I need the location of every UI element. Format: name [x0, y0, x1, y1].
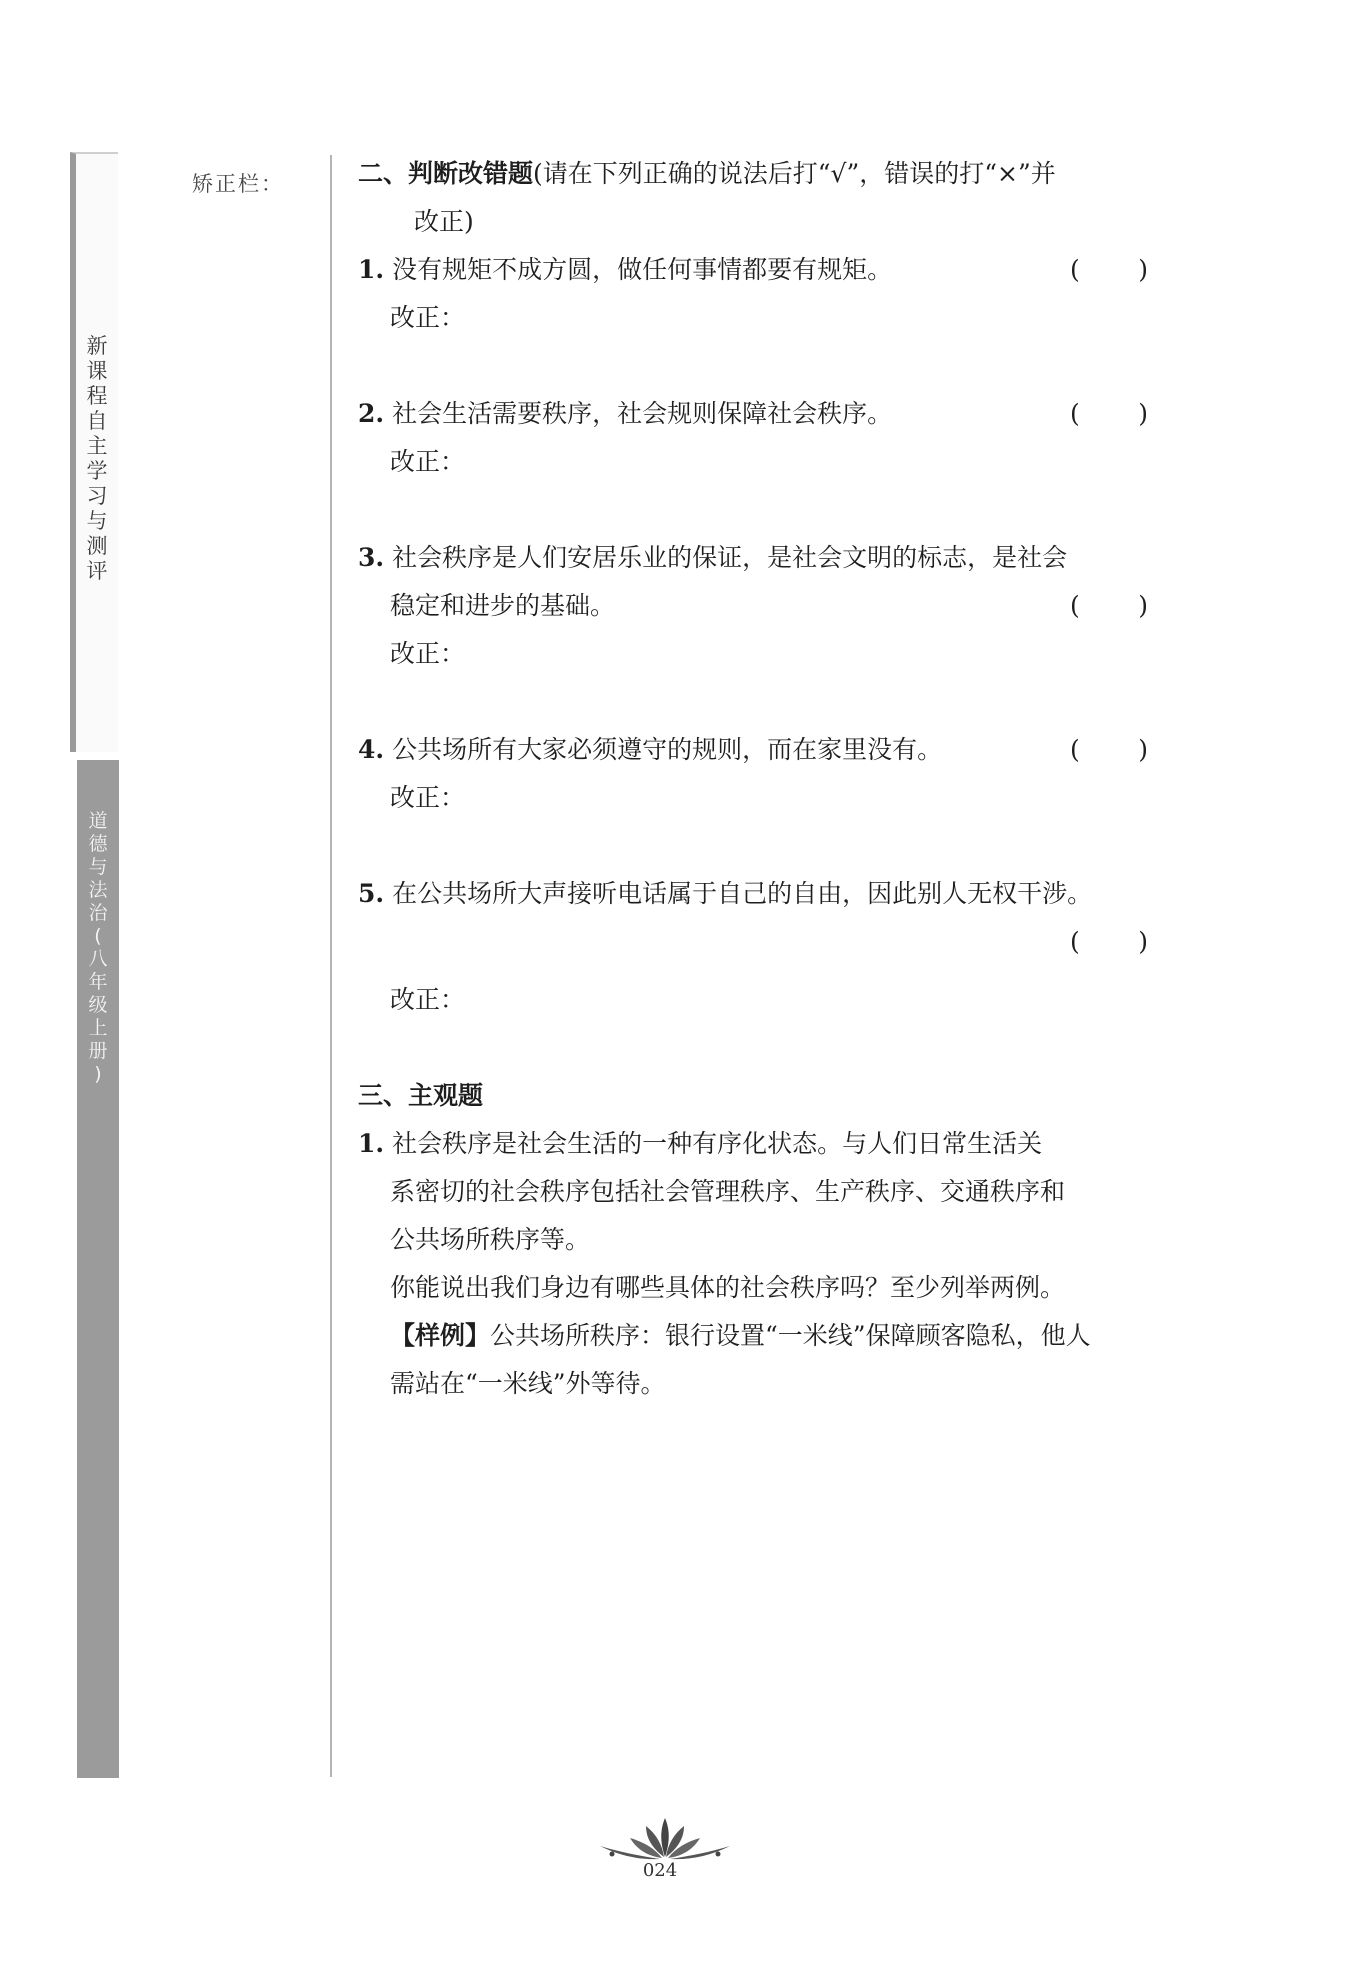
question-text: 系密切的社会秩序包括社会管理秩序、生产秩序、交通秩序和 [390, 1177, 1066, 1206]
question-text: 在公共场所大声接听电话属于自己的自由，因此别人无权干涉。 [392, 879, 1093, 908]
series-char: 习 [86, 484, 108, 508]
correction-prompt: 改正： [390, 303, 466, 332]
sample-answer [358, 1312, 1148, 1360]
question-text: 社会秩序是人们安居乐业的保证，是社会文明的标志，是社会 [392, 543, 1068, 572]
correction-prompt: 改正： [390, 447, 466, 476]
question-number: 5. [358, 879, 385, 908]
question-5 [358, 870, 1148, 918]
subject-char: ( [94, 925, 102, 947]
series-tab [70, 152, 118, 752]
question-number: 3. [358, 543, 385, 572]
series-char: 程 [86, 384, 108, 408]
subject-char: 册 [88, 1040, 108, 1062]
question-prompt: 你能说出我们身边有哪些具体的社会秩序吗？至少列举两例。 [390, 1273, 1066, 1302]
question-text: 公共场所有大家必须遵守的规则，而在家里没有。 [392, 735, 943, 764]
subject-char: 道 [88, 810, 108, 832]
answer-space[interactable] [358, 342, 1148, 390]
series-char: 学 [86, 459, 108, 483]
answer-space[interactable] [358, 486, 1148, 534]
question-3 [358, 534, 1148, 582]
series-char: 评 [86, 559, 108, 583]
question-text: 社会秩序是社会生活的一种有序化状态。与人们日常生活关 [392, 1129, 1043, 1158]
section3-heading: 三、主观题 [358, 1081, 484, 1110]
section2-heading [358, 150, 1148, 198]
subject-char: ) [94, 1063, 102, 1085]
subject-char: 治 [88, 902, 108, 924]
correction-prompt: 改正： [390, 985, 466, 1014]
question-5-answer-row [358, 918, 1148, 966]
question-2 [358, 390, 1148, 438]
question-text: 没有规矩不成方圆，做任何事情都要有规矩。 [392, 255, 893, 284]
sample-text: 需站在“一米线”外等待。 [390, 1369, 666, 1398]
correction-prompt: 改正： [390, 639, 466, 668]
subject-tab [77, 760, 119, 1778]
subject-char: 与 [88, 856, 108, 878]
answer-parentheses[interactable]: ( ) [1070, 735, 1148, 764]
subject-char: 年 [88, 971, 108, 993]
question-3-cont [358, 582, 1148, 630]
subjective-question-1 [358, 1120, 1148, 1168]
answer-parentheses[interactable]: ( ) [1070, 399, 1148, 428]
section2-title: 二、判断改错题 [358, 159, 534, 188]
subject-char: 上 [88, 1017, 108, 1039]
margin-divider [330, 155, 332, 1777]
series-char: 与 [86, 509, 108, 533]
question-1 [358, 246, 1148, 294]
question-text: 社会生活需要秩序，社会规则保障社会秩序。 [392, 399, 893, 428]
question-4 [358, 726, 1148, 774]
floral-ornament-icon [590, 1812, 740, 1862]
section2-instruction-cont: 改正) [414, 207, 474, 236]
page-number: 024 [642, 1860, 678, 1881]
sample-text: 公共场所秩序：银行设置“一米线”保障顾客隐私，他人 [490, 1321, 1091, 1350]
series-char: 新 [86, 334, 108, 358]
question-number: 1. [358, 1129, 385, 1158]
series-char: 课 [86, 359, 108, 383]
correction-column-label: 矫正栏： [192, 172, 284, 196]
answer-parentheses[interactable]: ( ) [1070, 591, 1148, 620]
answer-parentheses[interactable]: ( ) [1070, 927, 1148, 956]
answer-space[interactable] [358, 1024, 1148, 1072]
question-number: 2. [358, 399, 385, 428]
series-title [76, 334, 118, 584]
answer-parentheses[interactable]: ( ) [1070, 255, 1148, 284]
series-char: 主 [86, 434, 108, 458]
section2-instruction: (请在下列正确的说法后打“√”，错误的打“×”并 [533, 159, 1056, 188]
correction-prompt: 改正： [390, 783, 466, 812]
subject-char: 级 [88, 994, 108, 1016]
question-text: 公共场所秩序等。 [390, 1225, 591, 1254]
exercise-content [358, 150, 1148, 1408]
subject-title [77, 810, 119, 1086]
series-char: 自 [86, 409, 108, 433]
answer-space[interactable] [358, 678, 1148, 726]
answer-space[interactable] [358, 822, 1148, 870]
question-number: 1. [358, 255, 385, 284]
series-char: 测 [86, 534, 108, 558]
question-text: 稳定和进步的基础。 [390, 591, 616, 620]
question-number: 4. [358, 735, 385, 764]
subject-char: 八 [88, 948, 108, 970]
subject-char: 法 [88, 879, 108, 901]
sample-tag: 【样例】 [390, 1321, 491, 1350]
subject-char: 德 [88, 833, 108, 855]
